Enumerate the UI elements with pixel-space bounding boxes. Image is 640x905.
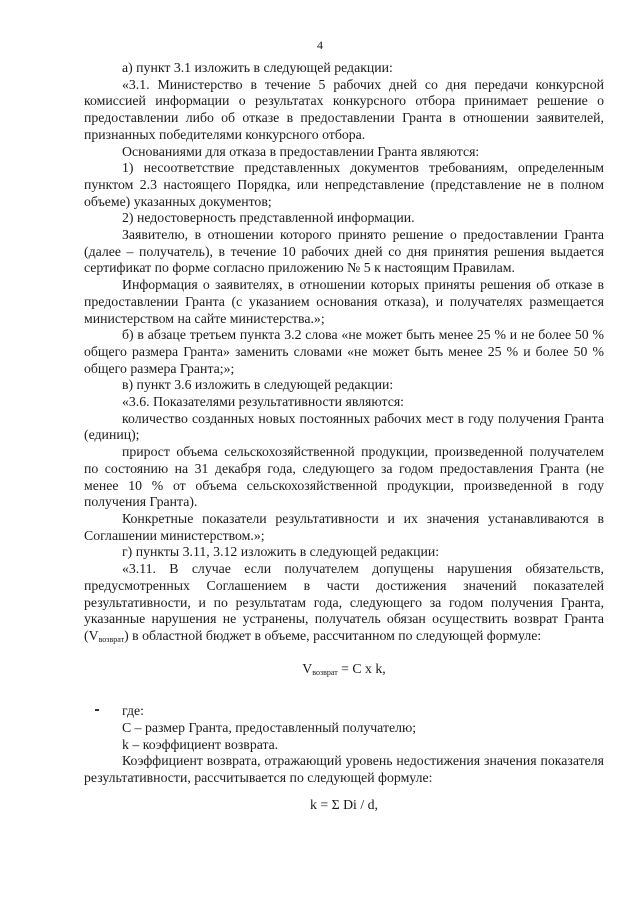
paragraph: 2) недостоверность представленной информации. xyxy=(122,210,415,226)
formula-rest: = C x k, xyxy=(337,660,386,676)
paragraph: Информация о заявителях, в отношении которых приняты решения об отказе в предоставлении Гранта (с указанием основания отказа), и получателях размещается министерством на сайте министерства.»; xyxy=(84,277,604,326)
definition: k – коэффициент возврата. xyxy=(122,736,279,752)
paragraph: а) пункт 3.1 изложить в следующей редакции: xyxy=(122,60,393,75)
paragraph: г) пункты 3.11, 3.12 изложить в следующей редакции: xyxy=(122,544,440,560)
page-number: 4 xyxy=(317,38,323,52)
formula-return xyxy=(84,661,604,678)
where-label: где: xyxy=(122,703,144,719)
scan-speck xyxy=(95,709,99,711)
paragraph: Основаниями для отказа в предоставлении Гранта являются: xyxy=(122,143,480,159)
formula-v: V xyxy=(302,660,313,676)
paragraph: «3.6. Показателями результативности являются: xyxy=(122,394,405,410)
paragraph: «3.1. Министерство в течение 5 рабочих дней со дня передачи конкурсной комиссией информации о результатах конкурсного отбора принимает решение о предоставлении либо об отказе в предоставлении Гранта в отношении заявителей, признанных победителями конкурсного отбора. xyxy=(84,76,604,142)
paragraph: Конкретные показатели результативности и их значения устанавливаются в Соглашении министерством.»; xyxy=(84,510,604,543)
paragraph: б) в абзаце третьем пункта 3.2 слова «не может быть менее 25 % и не более 50 % общего размера Гранта» заменить словами «не может быть менее 25 % и более 50 % общего размера Гранта;»; xyxy=(84,327,604,376)
document-body xyxy=(84,60,604,814)
paragraph: количество созданных новых постоянных рабочих мест в году получения Гранта (единиц); xyxy=(84,410,604,443)
inline-subscript: возврат xyxy=(98,634,125,644)
definition: C – размер Гранта, предоставленный получателю; xyxy=(122,720,417,736)
paragraph: в) пункт 3.6 изложить в следующей редакции: xyxy=(122,377,394,393)
formula-coefficient: k = Σ Di / d, xyxy=(310,796,378,812)
paragraph-with-subscript: «3.11. В случае если получателем допущены нарушения обязательств, предусмотренных Соглашением в части достижения значений показателей результативности, и по результатам года, следующего за годом получения Гранта, указанные нарушения не устранены, получатель обязан осуществить возврат Гранта $(V_{возврат})$ в областной бюджет в объеме, рассчитанном по следующей формуле: xyxy=(84,561,604,644)
paragraph: 1) несоответствие представленных документов требованиям, определенным пунктом 2.3 настоящего Порядка, или непредставление (представление не в полном объеме) указанных документов; xyxy=(84,160,604,209)
formula-subscript: возврат xyxy=(312,667,338,677)
paragraph: прирост объема сельскохозяйственной продукции, произведенной получателем по состоянию на 31 декабря года, следующего за годом предоставления Гранта (не менее 10 % от объема сельскохозяйственной продукции, произведенной в году получения Гранта). xyxy=(84,444,604,510)
paragraph: Коэффициент возврата, отражающий уровень недостижения значения показателя результативности, рассчитывается по следующей формуле: xyxy=(84,753,604,786)
paragraph: Заявителю, в отношении которого принято решение о предоставлении Гранта (далее – получатель), в течение 10 рабочих дней со дня принятия решения выдается сертификат по форме согласно приложению № 5 к настоящим Правилам. xyxy=(84,227,604,276)
